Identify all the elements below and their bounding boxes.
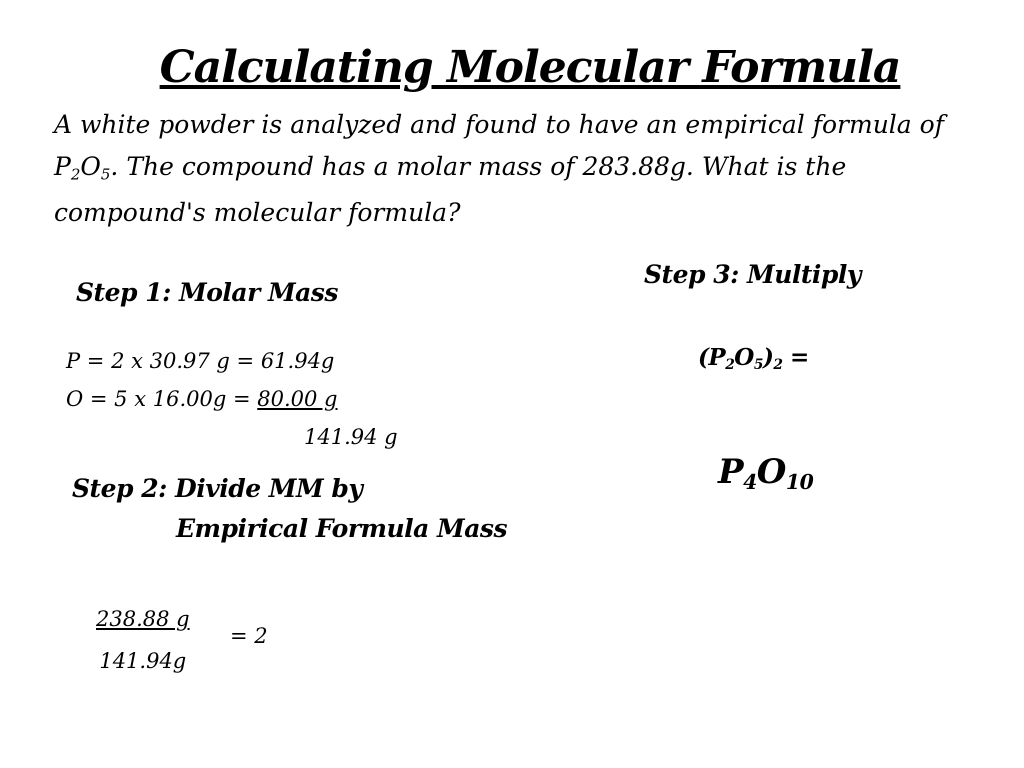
step2-heading-line2: Empirical Formula Mass xyxy=(176,514,508,543)
page-title: Calculating Molecular Formula xyxy=(159,42,901,93)
problem-line-1: A white powder is analyzed and found to have an empirical formula of xyxy=(54,110,944,139)
division-fraction xyxy=(96,600,190,680)
fraction-denominator: 141.94g xyxy=(99,649,187,673)
step2-heading-line1: Step 2: Divide MM by xyxy=(72,474,363,503)
problem-line-2: $P_2O_5$. The compound has a molar mass of 283.88g. What is the xyxy=(54,152,847,184)
oxygen-calc: O = 5 x 16.00g = 80.00 g xyxy=(66,387,338,411)
empirical-mass-total: 141.94 g xyxy=(304,425,398,449)
fraction-numerator: 238.88 g xyxy=(96,607,190,631)
molecular-formula-answer: $P_4O_{10}$ xyxy=(718,452,814,495)
problem-statement xyxy=(54,104,944,234)
phosphorus-calc: P = 2 x 30.97 g = 61.94g xyxy=(66,349,335,373)
multiply-expression: $(P_2O_5)_2$ = xyxy=(698,344,809,374)
step1-work xyxy=(66,342,398,456)
step1-heading: Step 1: Molar Mass xyxy=(76,278,338,307)
division-result: = 2 xyxy=(230,624,268,648)
problem-line-3: compound's molecular formula? xyxy=(54,198,461,227)
step3-heading: Step 3: Multiply xyxy=(644,260,861,289)
